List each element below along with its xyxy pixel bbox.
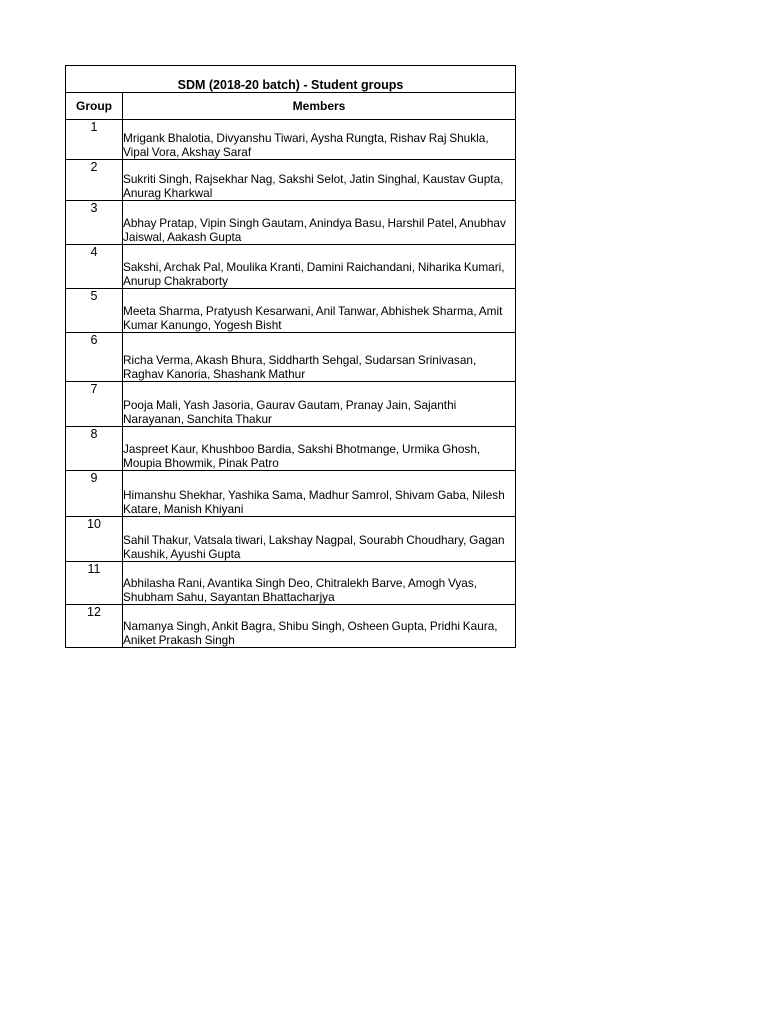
group-members: Richa Verma, Akash Bhura, Siddharth Sehgal, Sudarsan Srinivasan, Raghav Kanoria, Shashank Mathur [123, 333, 516, 382]
group-members: Sukriti Singh, Rajsekhar Nag, Sakshi Selot, Jatin Singhal, Kaustav Gupta, Anurag Kharkwal [123, 160, 516, 201]
group-number: 1 [66, 120, 123, 160]
title-row [66, 66, 516, 93]
group-number: 4 [66, 245, 123, 289]
group-number: 5 [66, 289, 123, 333]
table-row [66, 289, 516, 333]
table-row [66, 471, 516, 517]
table-row [66, 605, 516, 648]
group-number: 12 [66, 605, 123, 648]
group-members: Jaspreet Kaur, Khushboo Bardia, Sakshi Bhotmange, Urmika Ghosh, Moupia Bhowmik, Pinak Patro [123, 427, 516, 471]
table-row [66, 427, 516, 471]
group-number: 9 [66, 471, 123, 517]
table-row [66, 201, 516, 245]
table-row [66, 160, 516, 201]
table-row [66, 333, 516, 382]
group-members: Abhay Pratap, Vipin Singh Gautam, Anindya Basu, Harshil Patel, Anubhav Jaiswal, Aakash Gupta [123, 201, 516, 245]
group-members: Sahil Thakur, Vatsala tiwari, Lakshay Nagpal, Sourabh Choudhary, Gagan Kaushik, Ayushi Gupta [123, 517, 516, 562]
group-number: 6 [66, 333, 123, 382]
members-column-header: Members [123, 93, 516, 120]
group-number: 8 [66, 427, 123, 471]
group-number: 10 [66, 517, 123, 562]
group-members: Meeta Sharma, Pratyush Kesarwani, Anil Tanwar, Abhishek Sharma, Amit Kumar Kanungo, Yogesh Bisht [123, 289, 516, 333]
table-title: SDM (2018-20 batch) - Student groups [66, 66, 516, 93]
table-row [66, 382, 516, 427]
table-row [66, 517, 516, 562]
group-members: Pooja Mali, Yash Jasoria, Gaurav Gautam, Pranay Jain, Sajanthi Narayanan, Sanchita Thakur [123, 382, 516, 427]
group-number: 7 [66, 382, 123, 427]
group-number: 2 [66, 160, 123, 201]
header-row [66, 93, 516, 120]
table-row [66, 562, 516, 605]
table-row [66, 120, 516, 160]
group-number: 11 [66, 562, 123, 605]
group-members: Namanya Singh, Ankit Bagra, Shibu Singh, Osheen Gupta, Pridhi Kaura, Aniket Prakash Singh [123, 605, 516, 648]
table-row [66, 245, 516, 289]
group-members: Sakshi, Archak Pal, Moulika Kranti, Damini Raichandani, Niharika Kumari, Anurup Chakraborty [123, 245, 516, 289]
group-column-header: Group [66, 93, 123, 120]
group-members: Abhilasha Rani, Avantika Singh Deo, Chitralekh Barve, Amogh Vyas, Shubham Sahu, Sayantan Bhattacharjya [123, 562, 516, 605]
student-groups-table [65, 65, 516, 648]
group-members: Himanshu Shekhar, Yashika Sama, Madhur Samrol, Shivam Gaba, Nilesh Katare, Manish Khiyani [123, 471, 516, 517]
group-members: Mrigank Bhalotia, Divyanshu Tiwari, Aysha Rungta, Rishav Raj Shukla, Vipal Vora, Akshay Saraf [123, 120, 516, 160]
group-number: 3 [66, 201, 123, 245]
